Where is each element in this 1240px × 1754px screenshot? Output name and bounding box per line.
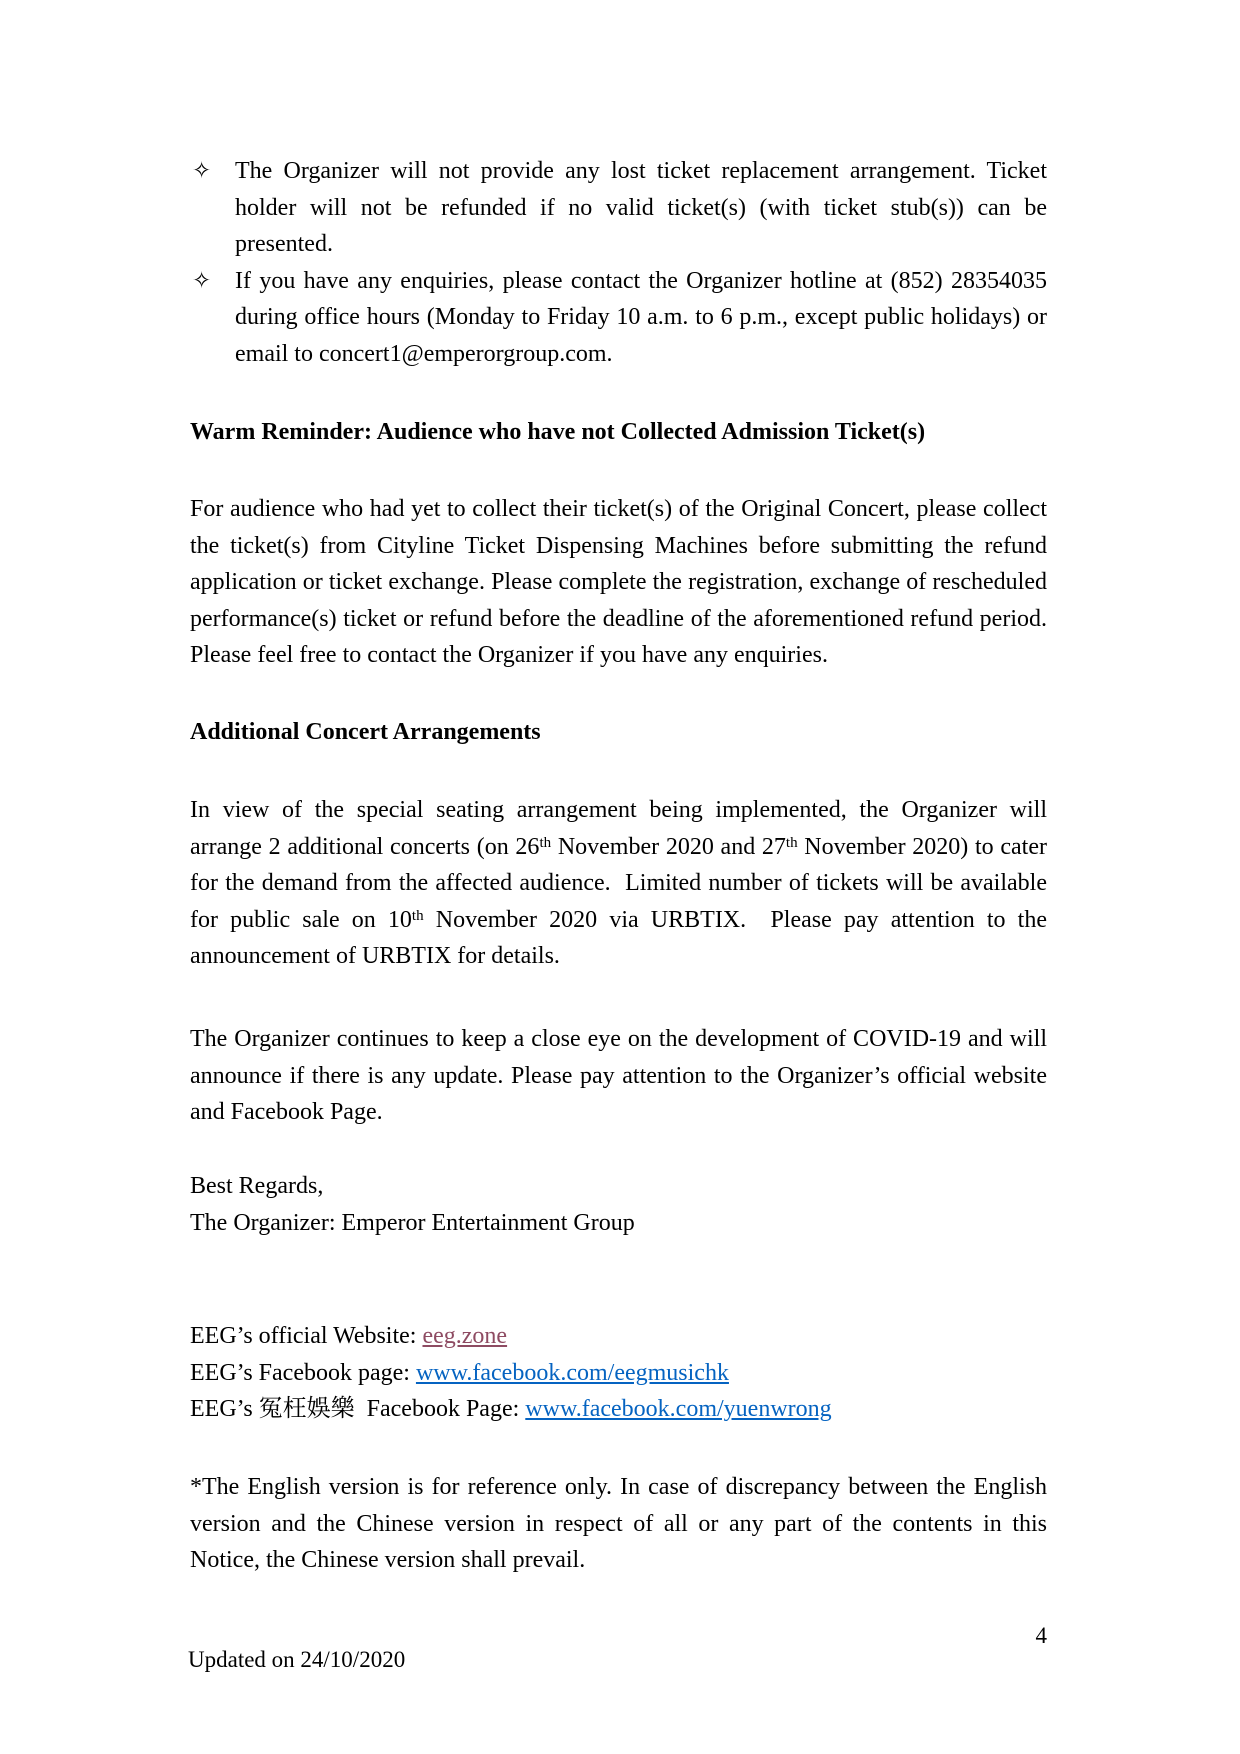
signoff-block bbox=[190, 1168, 1047, 1241]
link-label: EEG’s official Website: bbox=[190, 1323, 423, 1349]
diamond-bullet-icon: ✧ bbox=[192, 158, 212, 184]
footnote-english-version: *The English version is for reference only. In case of discrepancy between the English version and the Chinese version in respect of all or any part of the contents in this Notice, the Chinese version shall prevail. bbox=[190, 1474, 1047, 1574]
link-label: EEG’s Facebook page: bbox=[190, 1359, 416, 1386]
paragraph-additional-concert: In view of the special seating arrangement being implemented, the Organizer will arrange 2 additional concerts (on 26th November 2020 and 27th November 2020) to cater for the demand from the affected audience. Limited number of tickets will be available for public sale on 10th November 2020 via URBTIX. Please pay attention to the announcement of URBTIX for details. bbox=[190, 797, 1047, 970]
bullet-text: The Organizer will not provide any lost ticket replacement arrangement. Ticket holder will not be refunded if no valid ticket(s) (with ticket stub(s)) can be presented. bbox=[235, 158, 1047, 258]
paragraph-warm-reminder: For audience who had yet to collect their ticket(s) of the Original Concert, please collect the ticket(s) from Cityline Ticket Dispensing Machines before submitting the refund application or ticket exchange. Please complete the registration, exchange of rescheduled performance(s) ticket or refund before the deadline of the aforementioned refund period. Please feel free to contact the Organizer if you have any enquiries. bbox=[190, 496, 1047, 669]
link-line-yuenwrong-facebook-page bbox=[190, 1391, 1047, 1428]
footer-updated-date: Updated on 24/10/2020 bbox=[188, 1647, 406, 1672]
official-website-link[interactable]: eeg.zone bbox=[422, 1323, 508, 1349]
facebook-page-link[interactable]: www.facebook.com/eegmusichk bbox=[415, 1359, 729, 1386]
diamond-bullet-icon: ✧ bbox=[192, 267, 212, 294]
bullet-list bbox=[190, 153, 1047, 373]
signoff-organizer: The Organizer: Emperor Entertainment Group bbox=[190, 1209, 635, 1236]
section-heading-warm-reminder: Warm Reminder: Audience who have not Collected Admission Ticket(s) bbox=[190, 419, 926, 445]
section-heading-additional-concert: Additional Concert Arrangements bbox=[190, 719, 541, 745]
list-item bbox=[190, 153, 1047, 263]
link-line-facebook-page bbox=[190, 1355, 1047, 1392]
bullet-text: If you have any enquiries, please contact the Organizer hotline at (852) 28354035 during office hours (Monday to Friday 10 a.m. to 6 p.m., except public holidays) or email to concert1@emperorgroup.com. bbox=[235, 267, 1047, 367]
paragraph-covid-update: The Organizer continues to keep a close eye on the development of COVID-19 and will announce if there is any update. Please pay attention to the Organizer’s official website and Facebook Page. bbox=[190, 1026, 1047, 1126]
links-block bbox=[190, 1318, 1047, 1428]
link-line-official-website bbox=[190, 1318, 1047, 1355]
link-label: EEG’s 冤枉娛樂 Facebook Page: bbox=[190, 1396, 526, 1423]
paragraph-text: In view of the special seating arrangement being implemented, the Organizer will arrange 2 additional concerts (on 26 bbox=[190, 797, 1047, 860]
list-item bbox=[190, 263, 1047, 373]
paragraph-text: November 2020 via URBTIX. Please pay attention to the announcement of URBTIX for details. bbox=[190, 906, 1047, 970]
paragraph-text: November 2020) to cater for the demand from the affected audience. Limited number of tickets will be available for public sale on 10 bbox=[190, 833, 1047, 933]
paragraph-text: November 2020 and 27 bbox=[551, 833, 786, 860]
page-number: 4 bbox=[1035, 1623, 1047, 1648]
yuenwrong-facebook-page-link[interactable]: www.facebook.com/yuenwrong bbox=[525, 1396, 832, 1423]
signoff-regards: Best Regards, bbox=[190, 1173, 324, 1199]
